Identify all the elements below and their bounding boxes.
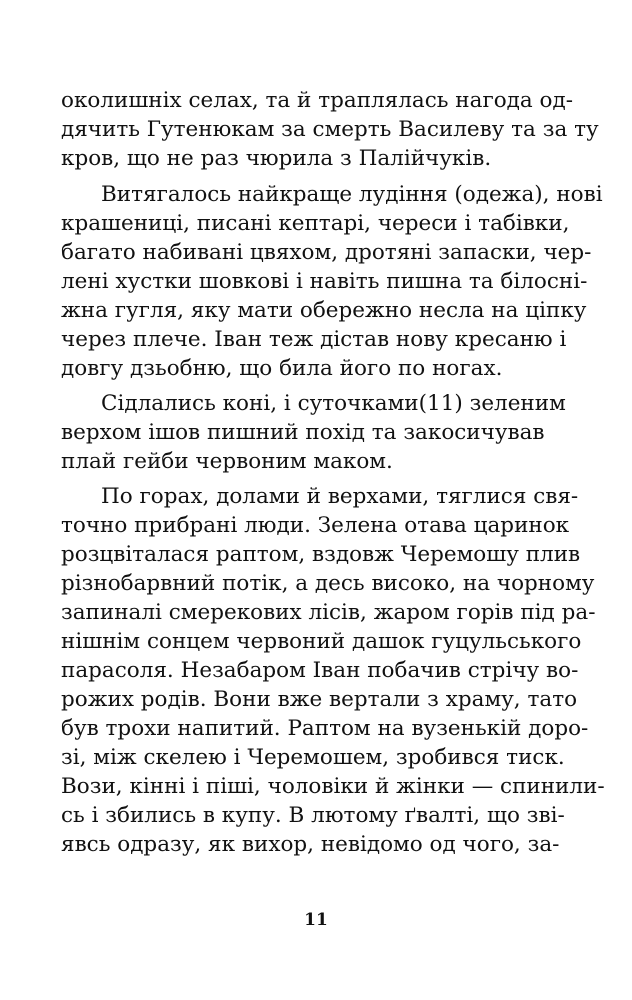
text-line: плай гейби червоним маком. (61, 449, 393, 474)
text-line: явсь одразу, як вихор, невідомо од чого, за- (61, 832, 560, 857)
text-line: сь і збились в купу. В лютому ґвалті, що зві- (61, 803, 565, 828)
text-line: парасоля. Незабаром Іван побачив стрічу во- (61, 658, 579, 683)
text-line: жна гугля, яку мати обережно несла на ціпку (61, 298, 587, 323)
text-line: точно прибрані люди. Зелена отава царинок (61, 513, 570, 538)
text-line: крашениці, писані кептарі, череси і табівки, (61, 211, 570, 236)
text-line: розцвіталася раптом, вздовж Черемошу плив (61, 542, 581, 567)
text-line: запиналі смерекових лісів, жаром горів під ра- (61, 600, 596, 625)
text-line: різнобарвний потік, а десь високо, на чорному (61, 571, 595, 596)
text-line: багато набивані цвяхом, дротяні запаски, чер- (61, 240, 592, 265)
page-number: 11 (304, 910, 328, 930)
text-line: кров, що не раз чюрила з Палійчуків. (61, 146, 492, 171)
text-line: Сідлались коні, і суточками(11) зеленим (101, 391, 566, 416)
text-line: лені хустки шовкові і навіть пишна та білосні- (61, 269, 588, 294)
text-line: дячить Гутенюкам за смерть Василеву та за ту (61, 117, 599, 142)
text-line: Вози, кінні і піші, чоловіки й жінки — спинили- (61, 774, 605, 799)
text-line: через плече. Іван теж дістав нову кресаню і (61, 327, 567, 352)
text-line: рожих родів. Вони вже вертали з храму, тато (61, 687, 578, 712)
text-line: верхом ішов пишний похід та закосичував (61, 420, 545, 445)
text-line: зі, між скелею і Черемошем, зробився тиск. (61, 745, 565, 770)
text-line: був трохи напитий. Раптом на вузенькій доро- (61, 716, 589, 741)
text-line: Витягалось найкраще лудіння (одежа), нові (101, 182, 603, 207)
text-line: довгу дзьобню, що била його по ногах. (61, 356, 503, 381)
text-line: нішнім сонцем червоний дашок гуцульського (61, 629, 582, 654)
text-line: По горах, долами й верхами, тяглися свя- (101, 484, 579, 509)
text-line: околишніх селах, та й траплялась нагода од- (61, 88, 573, 113)
